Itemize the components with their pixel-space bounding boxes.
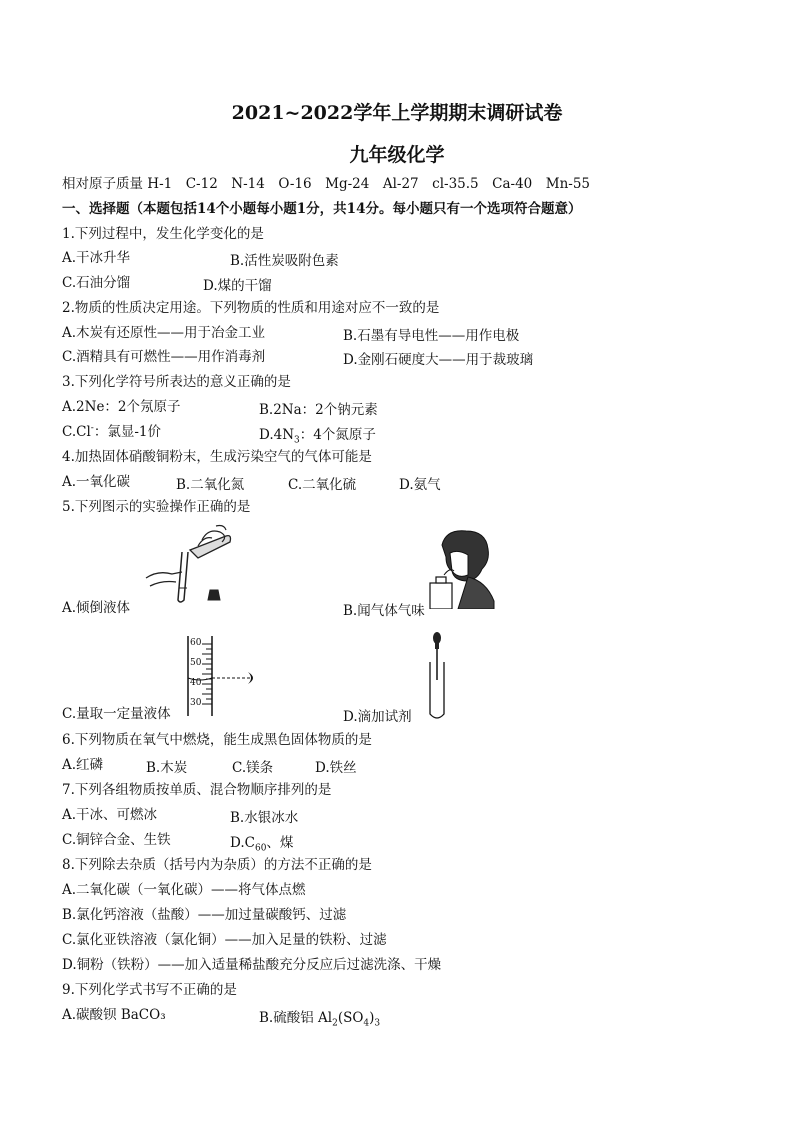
q6-option-d: D.铁丝: [315, 760, 357, 776]
q7-option-a: A.干冰、可燃冰: [62, 807, 158, 823]
smelling-gas-figure: [428, 527, 500, 609]
q6-option-c: C.镁条: [232, 760, 274, 776]
q4-option-c: C.二氧化硫: [288, 477, 357, 493]
q8-option-d: D.铜粉（铁粉）——加入适量稀盐酸充分反应后过滤洗涤、干燥: [62, 957, 442, 973]
q7-option-c: C.铜锌合金、生铁: [62, 832, 171, 848]
tick-40: 40: [190, 678, 202, 688]
q3-stem: 3.下列化学符号所表达的意义正确的是: [62, 374, 291, 390]
q1-option-d: D.煤的干馏: [203, 278, 272, 294]
tick-30: 30: [190, 698, 202, 708]
dropper-test-tube-figure: [424, 632, 450, 722]
q2-stem: 2.物质的性质决定用途。下列物质的性质和用途对应不一致的是: [62, 300, 440, 316]
q1-option-b: B.活性炭吸附色素: [230, 253, 339, 269]
q3-option-b: B.2Na：2个钠元素: [259, 402, 378, 418]
q2-option-a: A.木炭有还原性——用于冶金工业: [62, 325, 266, 341]
exam-title: 2021~2022学年上学期期末调研试卷: [231, 102, 563, 124]
atomic-masses: 相对原子质量 H-1 C-12 N-14 O-16 Mg-24 Al-27 cl-35.5 Ca-40 Mn-55: [62, 176, 591, 192]
q5-option-a: A.倾倒液体: [62, 600, 131, 616]
q9-option-a: A.碳酸钡 BaCO₃: [62, 1007, 166, 1023]
pouring-liquid-figure: [138, 522, 238, 604]
q2-option-d: D.金刚石硬度大——用于裁玻璃: [343, 352, 534, 368]
q8-option-b: B.氯化钙溶液（盐酸）——加过量碳酸钙、过滤: [62, 907, 347, 923]
q8-option-a: A.二氧化碳（一氧化碳）——将气体点燃: [62, 882, 306, 898]
section-heading: 一、选择题（本题包括14个小题每小题1分，共14分。每小题只有一个选项符合题意）: [62, 201, 582, 217]
q4-option-a: A.一氧化碳: [62, 474, 131, 490]
q5-option-c: C.量取一定量液体: [62, 706, 171, 722]
q6-option-a: A.红磷: [62, 757, 104, 773]
q7-stem: 7.下列各组物质按单质、混合物顺序排列的是: [62, 782, 332, 798]
q9-stem: 9.下列化学式书写不正确的是: [62, 982, 237, 998]
q6-stem: 6.下列物质在氧气中燃烧，能生成黑色固体物质的是: [62, 732, 372, 748]
q7-option-d: $D.C_{60}$、煤: [230, 835, 294, 854]
q3-option-a: A.2Ne：2个氖原子: [62, 399, 181, 415]
q5-option-d: D.滴加试剂: [343, 709, 412, 725]
q8-option-c: C.氯化亚铁溶液（氯化铜）——加入足量的铁粉、过滤: [62, 932, 387, 948]
q4-stem: 4.加热固体硝酸铜粉末，生成污染空气的气体可能是: [62, 449, 372, 465]
q4-option-b: B.二氧化氮: [176, 477, 245, 493]
q5-stem: 5.下列图示的实验操作正确的是: [62, 499, 251, 515]
tick-60: 60: [190, 638, 202, 648]
exam-subtitle: 九年级化学: [349, 144, 445, 166]
q1-stem: 1.下列过程中，发生化学变化的是: [62, 226, 264, 242]
q3-option-c: C.Cl-：氯显-1价: [62, 423, 161, 440]
q1-option-a: A.干冰升华: [62, 250, 131, 266]
q5-option-b: B.闻气体气味: [343, 603, 425, 619]
q9-option-b: B.硫酸铝 $Al_2(SO_4)_3$: [259, 1010, 381, 1029]
q8-stem: 8.下列除去杂质（括号内为杂质）的方法不正确的是: [62, 857, 372, 873]
tick-50: 50: [190, 658, 202, 668]
q2-option-b: B.石墨有导电性——用作电极: [343, 328, 520, 344]
q6-option-b: B.木炭: [146, 760, 188, 776]
q7-option-b: B.水银冰水: [230, 810, 299, 826]
q3-option-d: $D.4N_3$：4个氮原子: [259, 427, 376, 446]
q2-option-c: C.酒精具有可燃性——用作消毒剂: [62, 349, 266, 365]
q1-option-c: C.石油分馏: [62, 275, 131, 291]
q4-option-d: D.氨气: [399, 477, 441, 493]
